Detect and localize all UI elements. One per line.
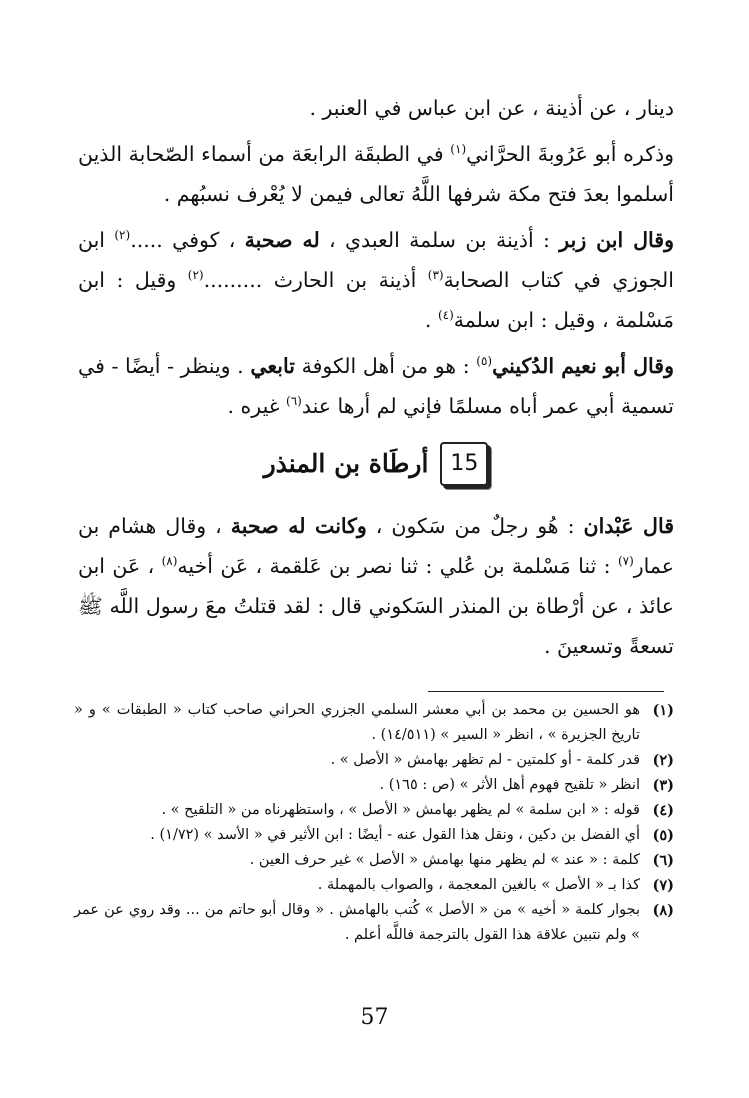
- footnote-text: أي الفضل بن دكين ، ونقل هذا القول عنه - أيضًا : ابن الأثير في « الأسد » (١/٧٢) .: [150, 827, 640, 843]
- p3-text-d: أذينة بن الحارث .........: [203, 268, 428, 292]
- footnote-text: انظر « تلقيح فهوم أهل الأثر » (ص : ١٦٥) .: [379, 777, 640, 793]
- entry-heading: [78, 436, 674, 492]
- footnote: [74, 773, 674, 798]
- footnote-number: (٤): [652, 802, 674, 819]
- footnote-ref-3[interactable]: (٣): [427, 268, 444, 283]
- footnote-ref-2[interactable]: (٢): [114, 228, 131, 243]
- paragraph-3: [78, 220, 674, 340]
- footnote-text: بجوار كلمة « أخيه » من « الأصل » كُتب بالهامش . « وقال أبو حاتم من ... وقد روي عن عمر » ولم نتبين علاقة هذا القول بالترجمة فاللَّه أعلم .: [74, 902, 640, 943]
- entry-number: 15: [450, 451, 479, 476]
- footnote-number: (٦): [652, 852, 674, 869]
- p2-text-a: وذكره أبو عَرُوبةَ الحرَّاني: [466, 142, 674, 166]
- p3-text-b: ، كوفي .....: [130, 228, 245, 252]
- footnote-ref-8[interactable]: (٨): [161, 554, 178, 569]
- footnote-number: (١): [652, 702, 674, 719]
- p3-text-a: : أذينة بن سلمة العبدي ،: [319, 228, 560, 252]
- footnote: [74, 873, 674, 898]
- entry-number-box: [440, 442, 488, 486]
- p4-text-c: غيره .: [227, 394, 287, 418]
- p3-text-e: وقيل : ابن مَسْلمة ، وقيل : ابن سلمة: [78, 268, 674, 332]
- footnote-ref-6[interactable]: (٦): [286, 394, 302, 409]
- footnote: [74, 848, 674, 873]
- p3-text-f: .: [424, 308, 438, 332]
- footnote-ref-4[interactable]: (٤): [437, 308, 454, 323]
- p5-bold-phrase: وكانت له صحبة: [230, 514, 367, 538]
- footnote: [74, 823, 674, 848]
- footnote-number: (٣): [652, 777, 674, 794]
- p5-text-c: : ثنا مَسْلمة بن عُلي : ثنا نصر بن عَلقمة ، عَن أخيه: [177, 554, 618, 578]
- p4-speaker: وقال أبو نعيم الدُكيني: [492, 354, 674, 378]
- paragraph-4: [78, 346, 674, 426]
- footnote-number: (٧): [652, 877, 674, 894]
- paragraph-1: [78, 88, 674, 128]
- footnote-text: هو الحسين بن محمد بن أبي معشر السلمي الجزري الحراني صاحب كتاب « الطبقات » و « تاريخ الجزيرة » ، انظر « السير » (١٤/٥١١) .: [74, 702, 640, 743]
- paragraph-5: [78, 506, 674, 666]
- paragraph-2: [78, 134, 674, 214]
- paragraph-1-text: دينار ، عن أذينة ، عن ابن عباس في العنبر .: [309, 96, 674, 120]
- page-number: 57: [360, 1005, 389, 1030]
- p2-text-b: في الطبقَة الرابعَة من أسماء الصّحابة الذين أسلموا بعدَ فتح مكة شرفها اللَّهُ تعالى فيمن لا يُعْرف نسبُهم .: [78, 142, 674, 206]
- entry-title: أرطَاة بن المنذر: [263, 449, 429, 478]
- footnote-text: قدر كلمة - أو كلمتين - لم تظهر بهامش « الأصل » .: [330, 752, 640, 768]
- p4-bold-phrase: تابعي: [250, 354, 295, 378]
- p3-speaker: وقال ابن زبر: [559, 228, 674, 252]
- footnote-separator: [428, 691, 664, 692]
- footnotes: [74, 698, 674, 948]
- footnote-text: قوله : « ابن سلمة » لم يظهر بهامش « الأصل » ، واستظهرناه من « التلقيح » .: [161, 802, 640, 818]
- footnote-number: (٥): [652, 827, 674, 844]
- footnote-ref-7[interactable]: (٧): [617, 554, 634, 569]
- p5-text-b: ، وقال هشام بن عمار: [78, 514, 675, 578]
- footnote-ref-5[interactable]: (٥): [476, 354, 493, 369]
- entry-heading-inner: [264, 442, 489, 486]
- footnote: [74, 798, 674, 823]
- footnote-ref-2b[interactable]: (٢): [187, 268, 204, 283]
- p5-text-d: ، عَن ابن عائذ ، عن أرْطاة بن المنذر السَكوني قال : لقد قتلتُ معَ رسول اللَّه ﷺ تسعةً وتسعينَ .: [78, 554, 674, 658]
- p4-text-b: . وينظر - أيضًا - في تسمية أبي عمر أباه مسلمًا فإني لم أرها عند: [78, 354, 674, 418]
- p4-text-a: : هو من أهل الكوفة: [294, 354, 477, 378]
- p3-bold-phrase: له صحبة: [244, 228, 320, 252]
- footnote-ref-1[interactable]: (١): [450, 142, 467, 157]
- footnote-number: (٨): [652, 902, 674, 919]
- p5-text-a: : هُو رجلٌ من سَكون ،: [366, 514, 584, 538]
- main-text: [78, 88, 674, 666]
- p3-text-c: ابن الجوزي في كتاب الصحابة: [78, 228, 674, 292]
- footnote: [74, 898, 674, 948]
- footnote-text: كلمة : « عند » لم يظهر منها بهامش « الأصل » غير حرف العين .: [249, 852, 640, 868]
- footnote: [74, 748, 674, 773]
- footnote: [74, 698, 674, 748]
- footnote-text: كذا بـ « الأصل » بالغين المعجمة ، والصواب بالمهملة .: [317, 877, 640, 893]
- footnote-number: (٢): [652, 752, 674, 769]
- p5-speaker: قال عَبْدان: [583, 514, 674, 538]
